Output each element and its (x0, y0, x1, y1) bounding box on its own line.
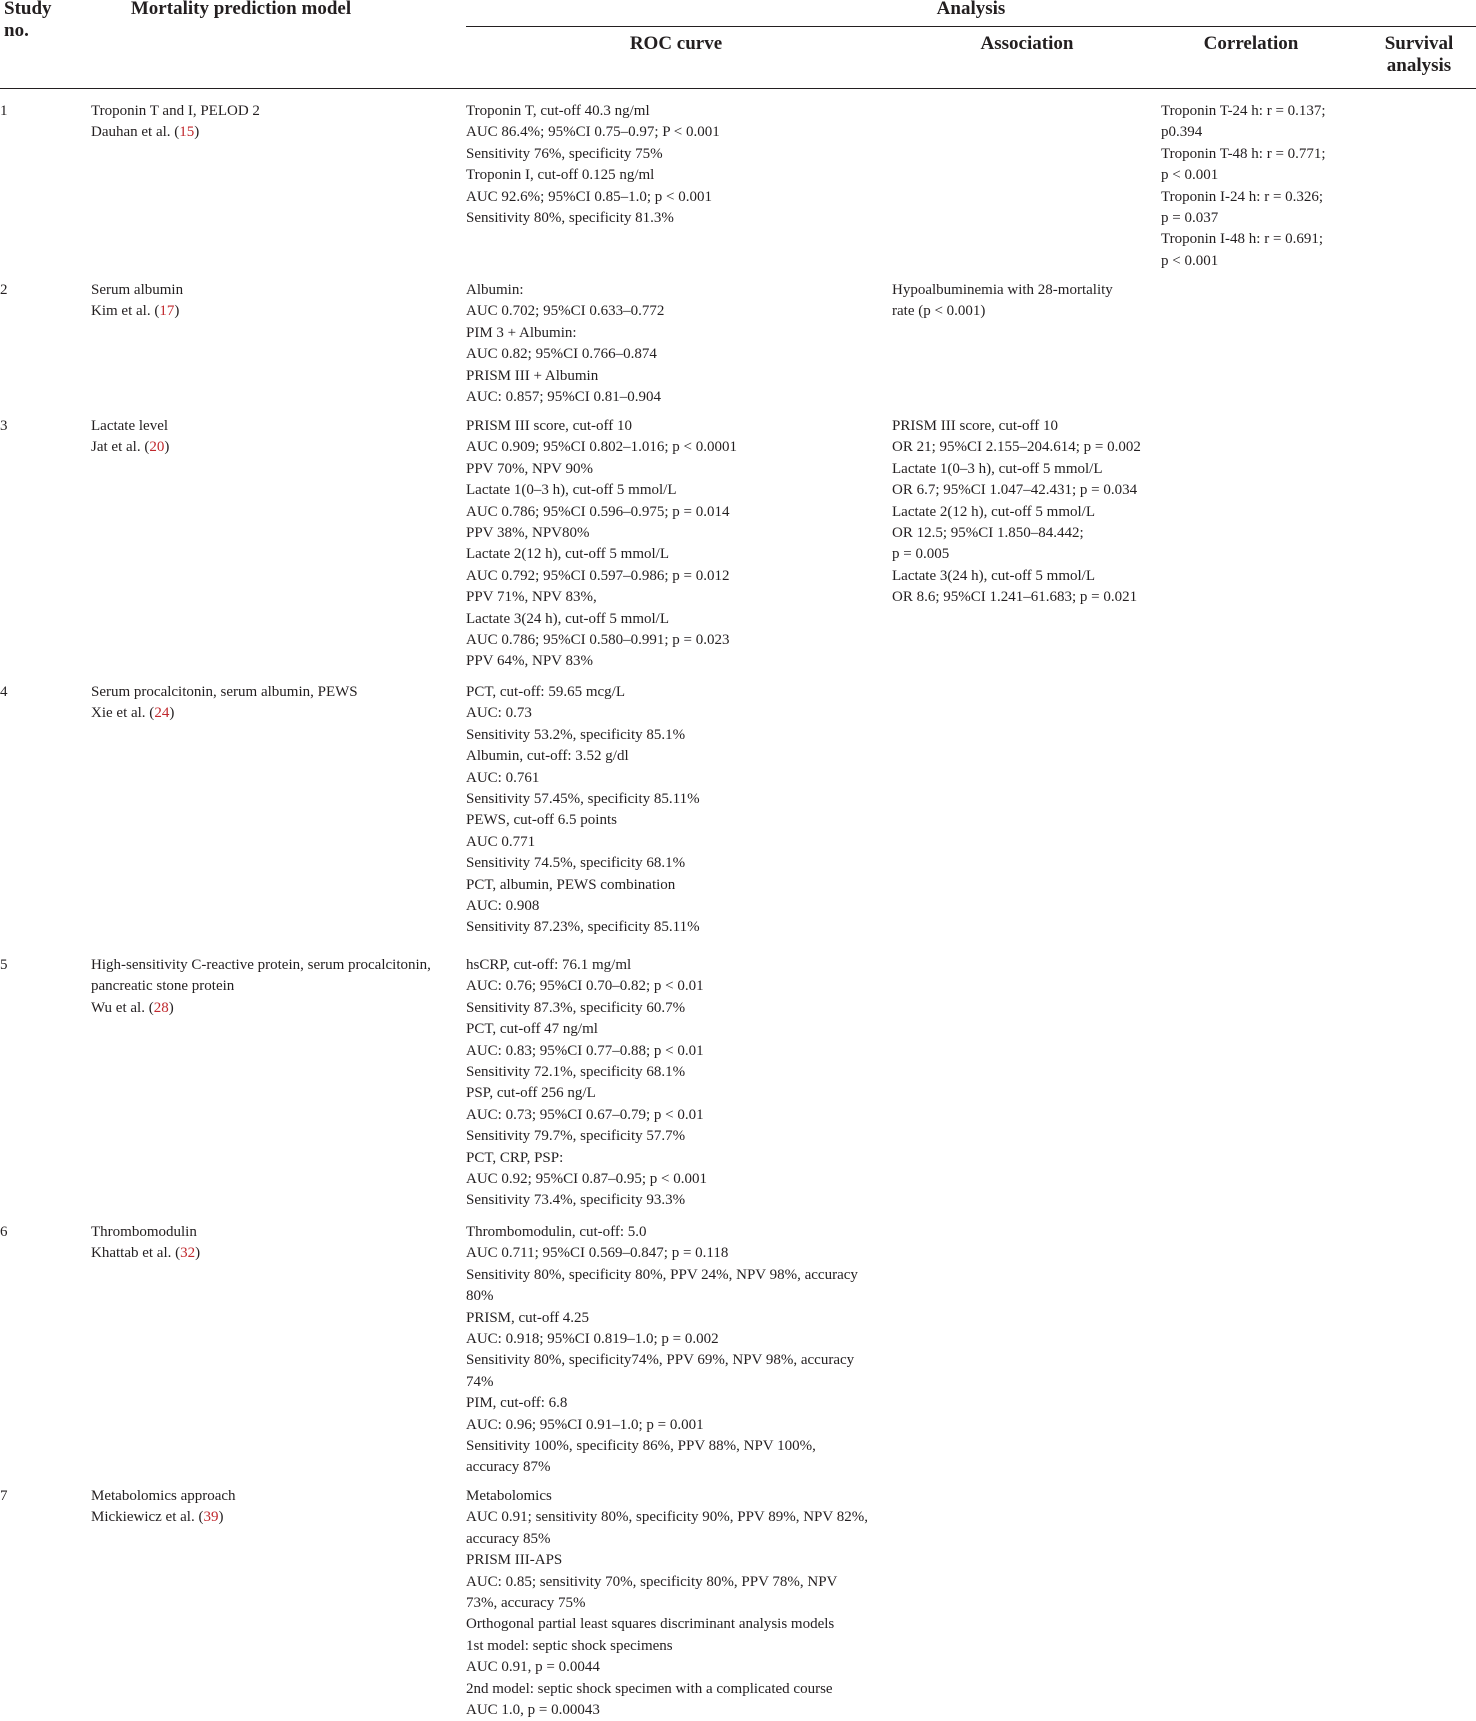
closing-paren: ) (164, 439, 170, 456)
model-name: Thrombomodulin (91, 1224, 197, 1240)
roc-curve-cell (466, 682, 886, 939)
roc-line: Sensitivity 79.7%, specificity 57.7% (466, 1128, 686, 1145)
association-line: OR 6.7; 95%CI 1.047–42.431; p = 0.034 (892, 482, 1138, 499)
roc-line: PRISM III-APS (466, 1552, 563, 1569)
roc-curve-cell (466, 280, 886, 408)
author-citation (91, 703, 461, 724)
correlation-line: Troponin T-24 h: r = 0.137; (1161, 103, 1326, 119)
reference-link[interactable]: 32 (180, 1245, 196, 1262)
roc-line: 73%, accuracy 75% (466, 1595, 586, 1612)
closing-paren: ) (168, 999, 174, 1016)
roc-curve-cell (466, 101, 886, 229)
roc-line: 74% (466, 1373, 494, 1390)
roc-line: 2nd model: septic shock specimen with a complicated course (466, 1680, 833, 1697)
roc-line: PCT, CRP, PSP: (466, 1149, 564, 1166)
study-number-text: 7 (0, 1488, 8, 1504)
roc-line: Albumin: (466, 282, 524, 298)
reference-link[interactable]: 15 (179, 124, 195, 141)
roc-line: Lactate 2(12 h), cut-off 5 mmol/L (466, 546, 669, 563)
correlation-line: Troponin I-48 h: r = 0.691; (1161, 231, 1324, 248)
model-cell (91, 1222, 461, 1265)
association-line: Lactate 2(12 h), cut-off 5 mmol/L (892, 503, 1095, 520)
reference-link[interactable]: 20 (149, 439, 165, 456)
roc-line: Sensitivity 73.4%, specificity 93.3% (466, 1192, 686, 1209)
roc-line: AUC 0.771 (466, 833, 536, 850)
roc-line: AUC: 0.85; sensitivity 70%, specificity 80%, PPV 78%, NPV (466, 1573, 838, 1590)
roc-curve-cell (466, 416, 886, 673)
roc-line: 1st model: septic shock specimens (466, 1637, 673, 1654)
model-name: Troponin T and I, PELOD 2 (91, 103, 260, 119)
roc-line: AUC: 0.918; 95%CI 0.819–1.0; p = 0.002 (466, 1331, 719, 1348)
model-cell (91, 955, 461, 1019)
roc-line: AUC: 0.73 (466, 705, 532, 722)
correlation-line: Troponin I-24 h: r = 0.326; (1161, 188, 1324, 205)
reference-link[interactable]: 24 (154, 705, 170, 722)
model-cell (91, 280, 461, 323)
roc-line: AUC 92.6%; 95%CI 0.85–1.0; p < 0.001 (466, 188, 712, 205)
closing-paren: ) (169, 705, 175, 722)
author-name: Kim et al. ( (91, 303, 160, 320)
roc-line: Sensitivity 100%, specificity 86%, PPV 88%, NPV 100%, (466, 1438, 816, 1455)
roc-line: AUC 0.786; 95%CI 0.580–0.991; p = 0.023 (466, 632, 730, 649)
roc-line: Sensitivity 53.2%, specificity 85.1% (466, 726, 686, 743)
model-cell (91, 682, 461, 725)
roc-line: AUC 86.4%; 95%CI 0.75–0.97; P < 0.001 (466, 124, 720, 141)
roc-line: 80% (466, 1288, 494, 1305)
roc-line: Metabolomics (466, 1488, 552, 1504)
model-cell (91, 416, 461, 459)
correlation-line: p = 0.037 (1161, 210, 1219, 227)
association-line: OR 8.6; 95%CI 1.241–61.683; p = 0.021 (892, 589, 1138, 606)
roc-line: PRISM III + Albumin (466, 367, 599, 384)
roc-line: PIM 3 + Albumin: (466, 324, 577, 341)
roc-line: AUC 0.92; 95%CI 0.87–0.95; p < 0.001 (466, 1171, 707, 1188)
header-correlation: Correlation (1203, 33, 1299, 54)
study-number-text: 3 (0, 418, 8, 434)
roc-line: PRISM, cut-off 4.25 (466, 1309, 590, 1326)
roc-line: Sensitivity 72.1%, specificity 68.1% (466, 1064, 686, 1081)
association-line: OR 12.5; 95%CI 1.850–84.442; (892, 525, 1084, 542)
header-association: Association (980, 33, 1074, 54)
roc-line: AUC: 0.76; 95%CI 0.70–0.82; p < 0.01 (466, 978, 704, 995)
roc-line: Sensitivity 57.45%, specificity 85.11% (466, 791, 700, 808)
roc-line: accuracy 85% (466, 1530, 551, 1547)
roc-line: Sensitivity 87.23%, specificity 85.11% (466, 919, 700, 936)
study-number-text: 2 (0, 282, 8, 298)
association-line: Lactate 3(24 h), cut-off 5 mmol/L (892, 567, 1095, 584)
study-number (0, 1486, 60, 1507)
study-number (0, 280, 60, 301)
closing-paren: ) (194, 124, 200, 141)
author-citation (91, 437, 461, 458)
roc-line: AUC 0.91; sensitivity 80%, specificity 90%, PPV 89%, NPV 82%, (466, 1509, 868, 1526)
association-cell (892, 416, 1162, 609)
roc-line: Lactate 1(0–3 h), cut-off 5 mmol/L (466, 482, 677, 499)
author-name: Khattab et al. ( (91, 1245, 181, 1262)
roc-line: AUC 1.0, p = 0.00043 (466, 1702, 600, 1719)
study-number (0, 101, 60, 122)
roc-line: AUC 0.909; 95%CI 0.802–1.016; p < 0.0001 (466, 439, 737, 456)
roc-line: PPV 64%, NPV 83% (466, 653, 593, 670)
roc-line: Troponin I, cut-off 0.125 ng/ml (466, 167, 655, 184)
roc-line: AUC: 0.761 (466, 769, 540, 786)
roc-curve-cell (466, 955, 886, 1212)
study-number-text: 4 (0, 684, 8, 700)
reference-link[interactable]: 28 (153, 999, 169, 1016)
model-name: Lactate level (91, 418, 169, 434)
association-line: p = 0.005 (892, 546, 950, 563)
author-name: Mickiewicz et al. ( (91, 1509, 204, 1526)
reference-link[interactable]: 39 (203, 1509, 219, 1526)
roc-line: PPV 38%, NPV80% (466, 525, 590, 542)
roc-curve-cell (466, 1486, 886, 1721)
roc-line: Sensitivity 80%, specificity 81.3% (466, 210, 674, 227)
author-citation (91, 122, 461, 143)
model-name: Serum procalcitonin, serum albumin, PEWS (91, 684, 358, 700)
study-number-text: 6 (0, 1224, 8, 1240)
header-survival-analysis: Survival analysis (1384, 33, 1454, 76)
roc-line: AUC 0.82; 95%CI 0.766–0.874 (466, 346, 657, 363)
author-citation (91, 301, 461, 322)
roc-line: Albumin, cut-off: 3.52 g/dl (466, 748, 629, 765)
correlation-line: p < 0.001 (1161, 252, 1219, 269)
study-number-text: 1 (0, 103, 8, 119)
closing-paren: ) (195, 1245, 201, 1262)
author-citation (91, 1507, 461, 1528)
roc-line: AUC 0.711; 95%CI 0.569–0.847; p = 0.118 (466, 1245, 729, 1262)
association-line: Lactate 1(0–3 h), cut-off 5 mmol/L (892, 460, 1103, 477)
header-study-no: Study no. (4, 0, 52, 41)
author-citation (91, 998, 461, 1019)
roc-line: Troponin T, cut-off 40.3 ng/ml (466, 103, 650, 119)
header-bottom-rule (0, 88, 1476, 89)
association-line: PRISM III score, cut-off 10 (892, 418, 1058, 434)
author-name: Jat et al. ( (91, 439, 150, 456)
roc-line: PEWS, cut-off 6.5 points (466, 812, 617, 829)
roc-line: AUC 0.702; 95%CI 0.633–0.772 (466, 303, 665, 320)
correlation-cell (1161, 101, 1361, 272)
model-cell (91, 101, 461, 144)
model-name: Metabolomics approach (91, 1488, 236, 1504)
analysis-divider (466, 26, 1476, 27)
roc-line: PSP, cut-off 256 ng/L (466, 1085, 596, 1102)
roc-line: Sensitivity 76%, specificity 75% (466, 145, 663, 162)
roc-line: AUC: 0.96; 95%CI 0.91–1.0; p = 0.001 (466, 1416, 704, 1433)
roc-line: Sensitivity 80%, specificity 80%, PPV 24%, NPV 98%, accuracy (466, 1266, 858, 1283)
closing-paren: ) (174, 303, 180, 320)
author-name: Xie et al. ( (91, 705, 155, 722)
roc-line: PRISM III score, cut-off 10 (466, 418, 632, 434)
model-name: High-sensitivity C-reactive protein, serum procalcitonin, (91, 957, 431, 973)
study-number (0, 416, 60, 437)
association-line: Hypoalbuminemia with 28-mortality (892, 282, 1113, 298)
author-citation (91, 1243, 461, 1264)
roc-line: Sensitivity 87.3%, specificity 60.7% (466, 999, 686, 1016)
roc-line: Sensitivity 74.5%, specificity 68.1% (466, 855, 686, 872)
roc-line: PPV 71%, NPV 83%, (466, 589, 597, 606)
roc-line: AUC: 0.908 (466, 898, 540, 915)
closing-paren: ) (218, 1509, 224, 1526)
roc-curve-cell (466, 1222, 886, 1479)
model-cell (91, 1486, 461, 1529)
roc-line: PCT, albumin, PEWS combination (466, 876, 676, 893)
header-analysis: Analysis (936, 0, 1006, 19)
roc-line: Lactate 3(24 h), cut-off 5 mmol/L (466, 610, 669, 627)
roc-line: PIM, cut-off: 6.8 (466, 1395, 568, 1412)
roc-line: PPV 70%, NPV 90% (466, 460, 593, 477)
roc-line: Orthogonal partial least squares discriminant analysis models (466, 1616, 835, 1633)
correlation-line: p0.394 (1161, 124, 1203, 141)
association-line: rate (p < 0.001) (892, 303, 986, 320)
roc-line: AUC 0.786; 95%CI 0.596–0.975; p = 0.014 (466, 503, 730, 520)
header-roc-curve: ROC curve (629, 33, 723, 54)
roc-line: Sensitivity 80%, specificity74%, PPV 69%, NPV 98%, accuracy (466, 1352, 855, 1369)
roc-line: AUC 0.91, p = 0.0044 (466, 1659, 600, 1676)
study-number-text: 5 (0, 957, 8, 973)
roc-line: AUC: 0.857; 95%CI 0.81–0.904 (466, 389, 661, 406)
roc-line: AUC: 0.83; 95%CI 0.77–0.88; p < 0.01 (466, 1042, 704, 1059)
reference-link[interactable]: 17 (159, 303, 175, 320)
roc-line: accuracy 87% (466, 1459, 551, 1476)
correlation-line: Troponin T-48 h: r = 0.771; (1161, 145, 1326, 162)
study-number (0, 1222, 60, 1243)
association-line: OR 21; 95%CI 2.155–204.614; p = 0.002 (892, 439, 1141, 456)
roc-line: hsCRP, cut-off: 76.1 mg/ml (466, 957, 632, 973)
roc-line: AUC: 0.73; 95%CI 0.67–0.79; p < 0.01 (466, 1106, 704, 1123)
roc-line: PCT, cut-off: 59.65 mcg/L (466, 684, 626, 700)
roc-line: Thrombomodulin, cut-off: 5.0 (466, 1224, 647, 1240)
roc-line: PCT, cut-off 47 ng/ml (466, 1021, 598, 1038)
roc-line: AUC 0.792; 95%CI 0.597–0.986; p = 0.012 (466, 567, 730, 584)
author-name: Wu et al. ( (91, 999, 154, 1016)
study-number (0, 955, 60, 976)
author-name: Dauhan et al. ( (91, 124, 180, 141)
correlation-line: p < 0.001 (1161, 167, 1219, 184)
model-name: Serum albumin (91, 282, 184, 298)
association-cell (892, 280, 1162, 323)
header-mortality-model: Mortality prediction model (130, 0, 352, 19)
study-number (0, 682, 60, 703)
model-name: pancreatic stone protein (91, 978, 235, 995)
